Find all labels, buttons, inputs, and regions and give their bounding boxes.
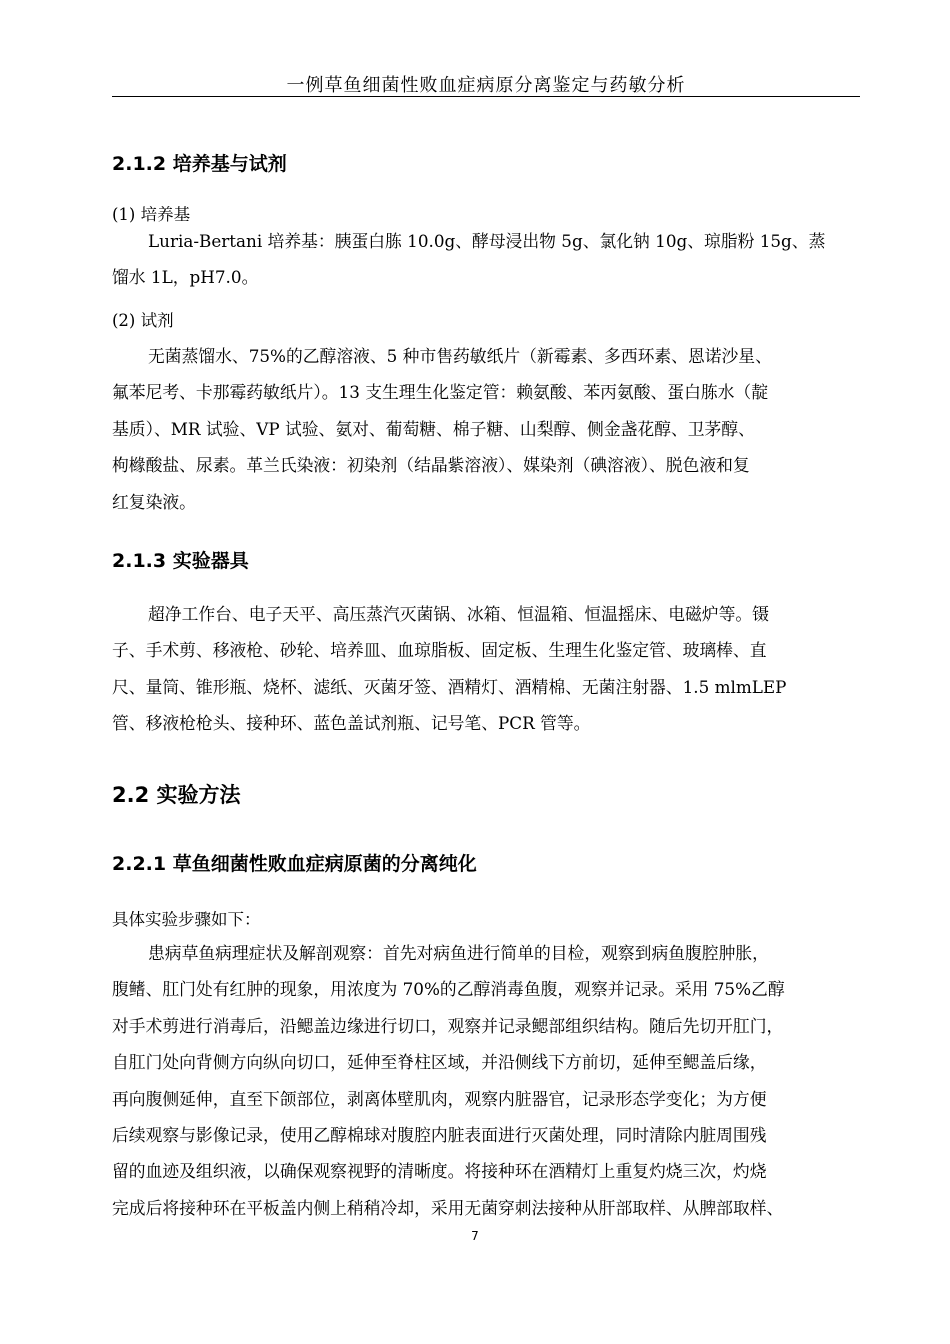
text-line: 腹鳍、肛门处有红肿的现象，用浓度为 70%的乙醇消毒鱼腹，观察并记录。采用 75%乙醇 [112,979,785,1000]
intro-text: 具体实验步骤如下： [112,910,261,929]
section-heading-2-2-1: 2.2.1 草鱼细菌性败血症病原菌的分离纯化 [112,853,477,875]
section-heading-2-1-2: 2.1.2 培养基与试剂 [112,153,287,175]
list-item-culture-medium: (1) 培养基 [112,205,191,224]
text-line: 馏水 1L，pH7.0。 [112,267,259,288]
header-divider [112,96,860,97]
paragraph-dissection [112,935,860,1226]
paragraph-equipment [112,596,860,742]
paragraph-culture-medium [112,223,860,296]
text-line: 自肛门处向背侧方向纵向切口，延伸至脊柱区域，并沿侧线下方前切，延伸至鳃盖后缘， [112,1052,767,1073]
text-line: 基质）、MR 试验、VP 试验、氨对、葡萄糖、棉子糖、山梨醇、侧金盏花醇、卫茅醇、 [112,418,755,439]
text-line: 再向腹侧延伸，直至下颌部位，剥离体壁肌肉，观察内脏器官，记录形态学变化；为方便 [112,1088,767,1109]
list-item-reagents: (2) 试剂 [112,311,174,330]
text-line: 子、手术剪、移液枪、砂轮、培养皿、血琼脂板、固定板、生理生化鉴定管、玻璃棒、直 [112,640,767,661]
section-heading-2-1-3: 2.1.3 实验器具 [112,550,249,572]
running-header-title: 一例草鱼细菌性败血症病原分离鉴定与药敏分析 [286,75,686,96]
text-line: 无菌蒸馏水、75%的乙醇溶液、5 种市售药敏纸片（新霉素、多西环素、恩诺沙星、 [148,346,772,366]
section-heading-2-2: 2.2 实验方法 [112,783,241,807]
text-line: 氟苯尼考、卡那霉药敏纸片）。13 支生理生化鉴定管：赖氨酸、苯丙氨酸、蛋白胨水（靛 [112,382,768,403]
text-line: Luria-Bertani 培养基：胰蛋白胨 10.0g、酵母浸出物 5g、氯化钠 10g、琼脂粉 15g、蒸 [148,231,826,251]
paragraph-reagents [112,338,860,520]
text-line: 对手术剪进行消毒后，沿鳃盖边缘进行切口，观察并记录鳃部组织结构。随后先切开肛门， [112,1015,784,1036]
text-line: 枸橼酸盐、尿素。革兰氏染液：初染剂（结晶紫溶液）、媒染剂（碘溶液）、脱色液和复 [112,455,750,476]
page-number: 7 [471,1229,479,1243]
text-line: 后续观察与影像记录，使用乙醇棉球对腹腔内脏表面进行灭菌处理，同时清除内脏周围残 [112,1124,767,1145]
text-line: 完成后将接种环在平板盖内侧上稍稍冷却，采用无菌穿刺法接种从肝部取样、从脾部取样、 [112,1197,784,1218]
text-line: 留的血迹及组织液，以确保观察视野的清晰度。将接种环在酒精灯上重复灼烧三次，灼烧 [112,1161,767,1182]
text-line: 尺、量筒、锥形瓶、烧杯、滤纸、灭菌牙签、酒精灯、酒精棉、无菌注射器、1.5 mlmLEP [112,676,787,697]
text-line: 红复染液。 [112,491,196,512]
text-line: 超净工作台、电子天平、高压蒸汽灭菌锅、冰箱、恒温箱、恒温摇床、电磁炉等。镊 [148,604,769,624]
text-line: 管、移液枪枪头、接种环、蓝色盖试剂瓶、记号笔、PCR 管等。 [112,713,591,734]
text-line: 患病草鱼病理症状及解剖观察：首先对病鱼进行简单的目检，观察到病鱼腹腔肿胀， [148,943,769,963]
